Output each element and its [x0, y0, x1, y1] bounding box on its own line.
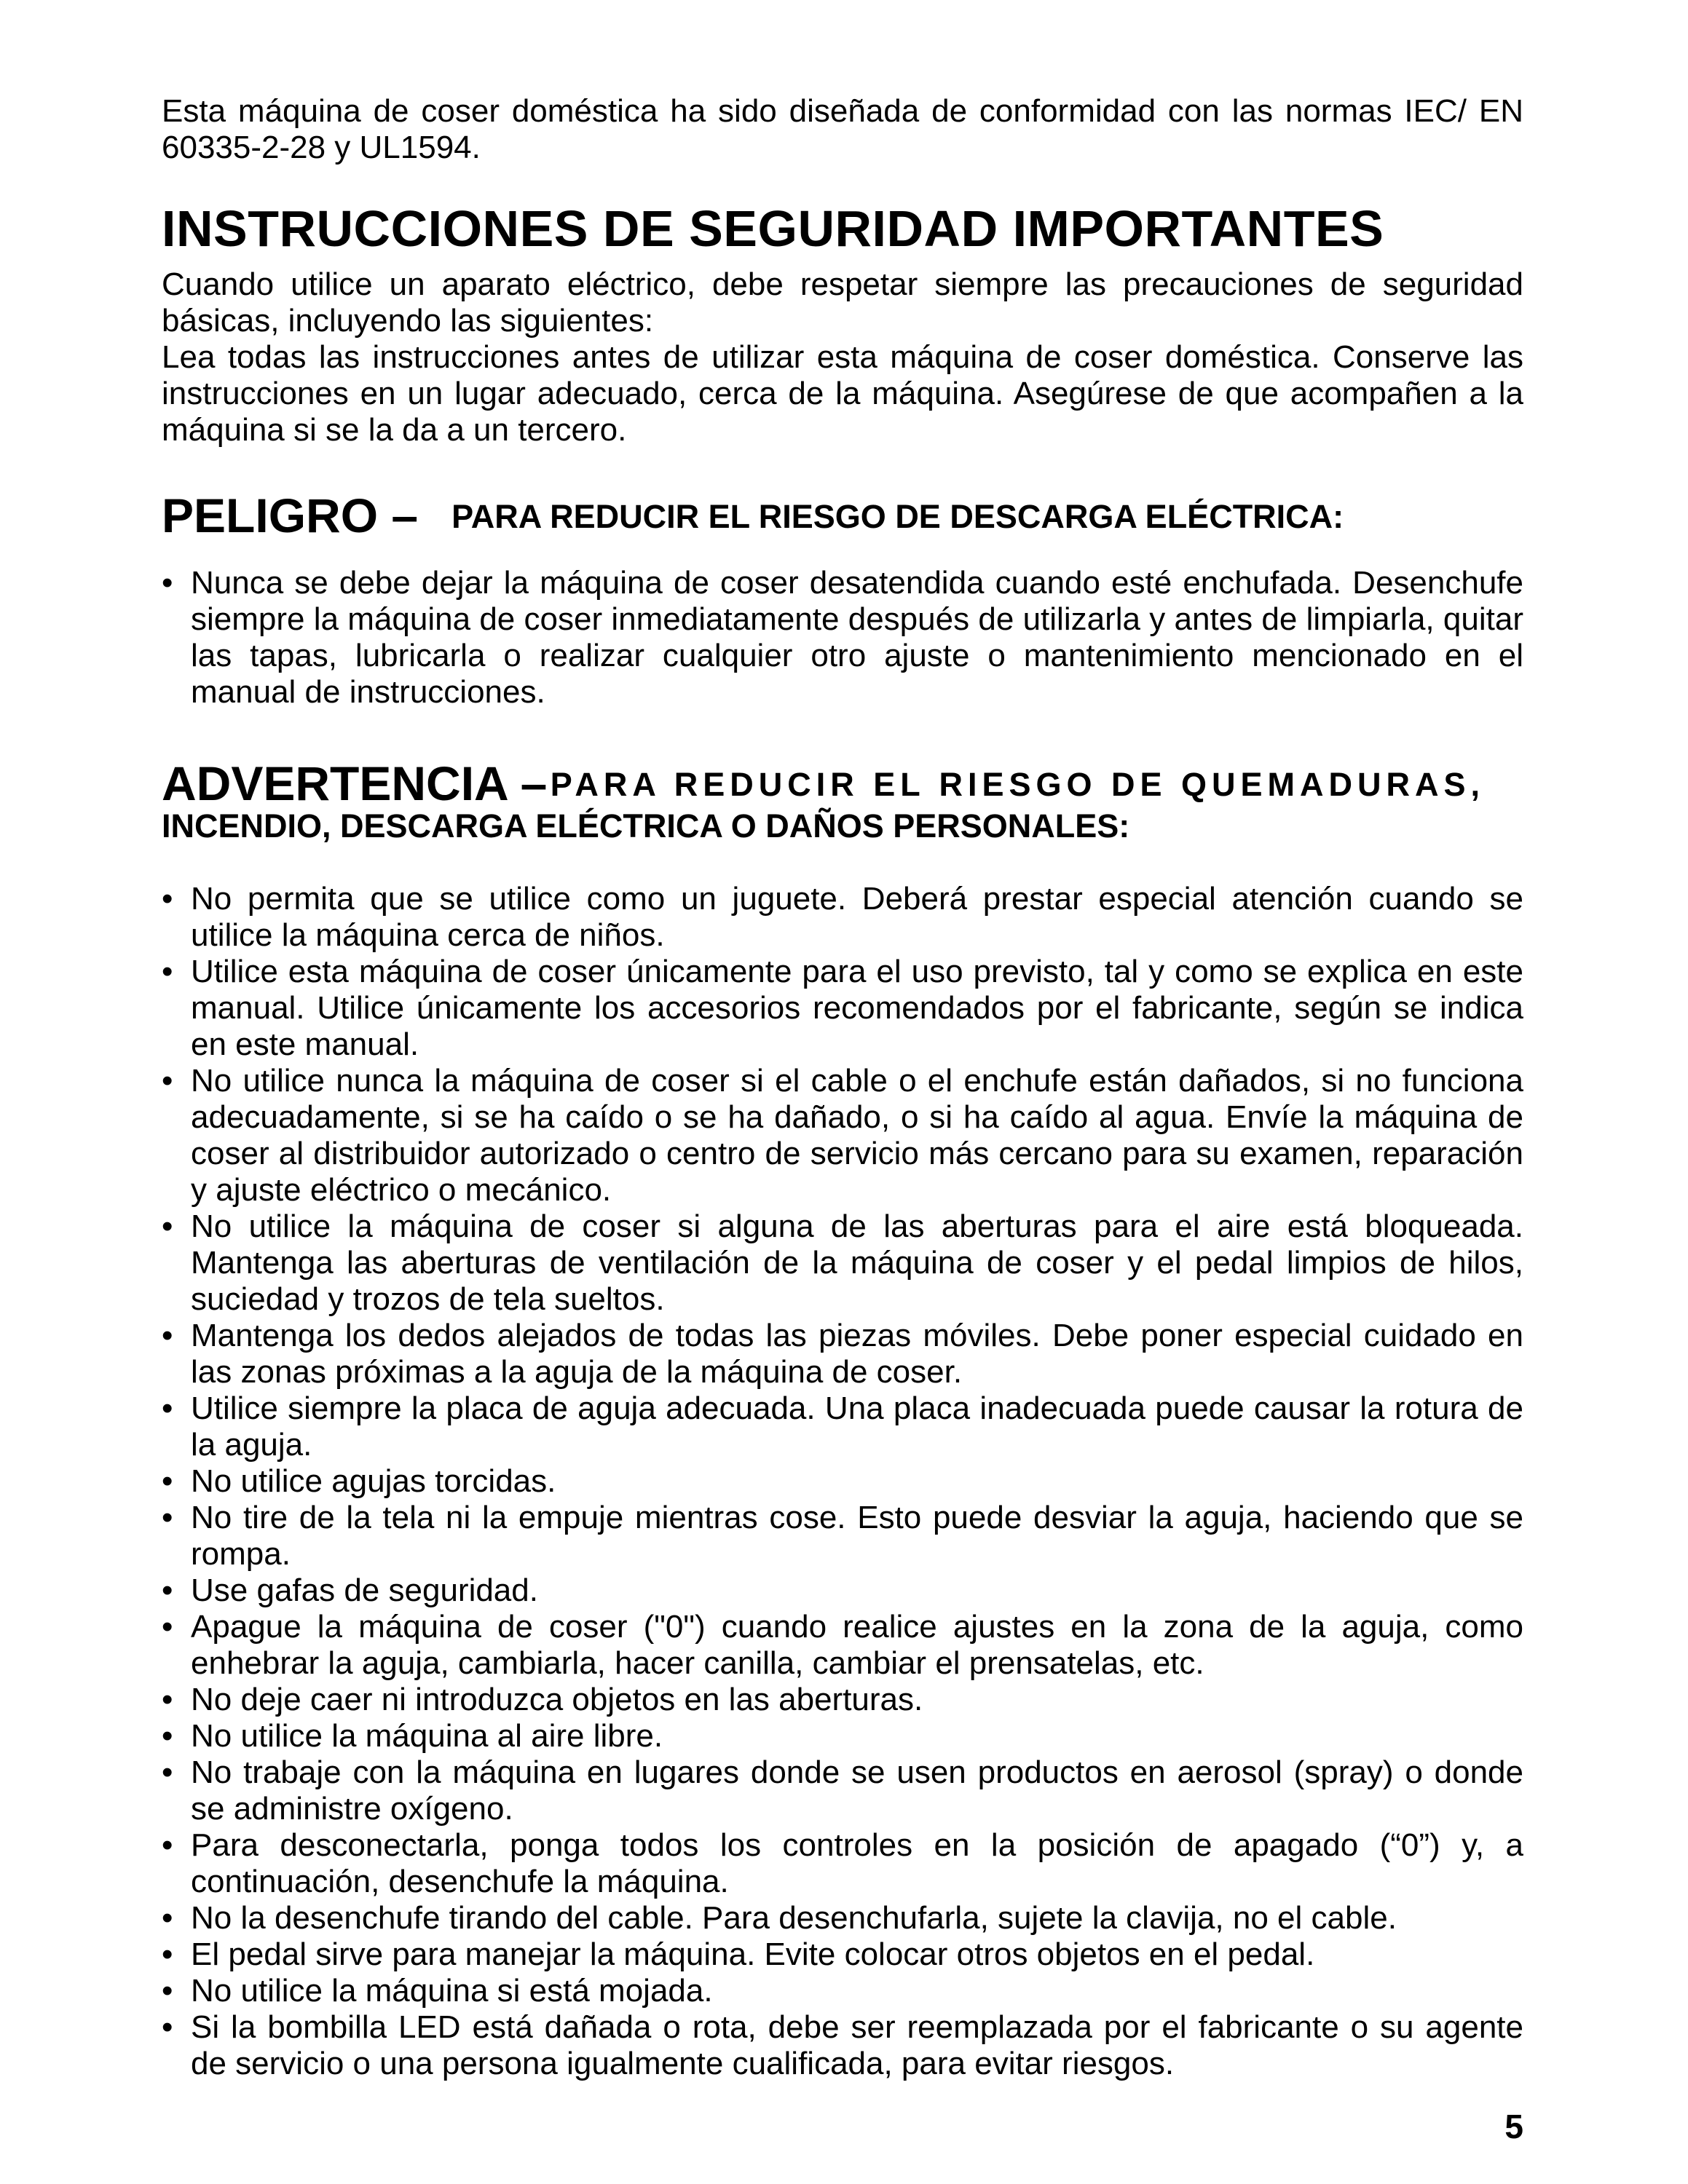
list-item-text: No deje caer ni introduzca objetos en las aberturas. [191, 1682, 923, 1717]
list-item [162, 1936, 1523, 1973]
advertencia-list [162, 881, 1523, 2082]
bullet-icon: • [162, 1754, 173, 1790]
page-number: 5 [1504, 2108, 1523, 2145]
list-item-text: No utilice agujas torcidas. [191, 1463, 556, 1499]
list-item [162, 1063, 1523, 1208]
list-item-text: Utilice siempre la placa de aguja adecuada. Una placa inadecuada puede causar la rotura de la aguja. [191, 1390, 1523, 1463]
peligro-label: PELIGRO – [162, 488, 419, 542]
list-item-text: No trabaje con la máquina en lugares donde se usen productos en aerosol (spray) o donde se administre oxígeno. [191, 1754, 1523, 1827]
page-title: INSTRUCCIONES DE SEGURIDAD IMPORTANTES [162, 200, 1384, 257]
list-item-text: No permita que se utilice como un juguete. Deberá prestar especial atención cuando se utilice la máquina cerca de niños. [191, 881, 1523, 953]
advertencia-heading [162, 754, 1523, 844]
list-item-text: No utilice la máquina al aire libre. [191, 1718, 663, 1754]
peligro-subtitle: PARA REDUCIR EL RIESGO DE DESCARGA ELÉCTRICA: [451, 498, 1344, 535]
list-item-text: Utilice esta máquina de coser únicamente para el uso previsto, tal y como se explica en este manual. Utilice únicamente los accesorios recomendados por el fabricante, según se indica en este manual. [191, 954, 1523, 1062]
list-item [162, 881, 1523, 954]
bullet-icon: • [162, 1827, 173, 1863]
bullet-icon: • [162, 1572, 173, 1608]
advertencia-subtitle-line2: INCENDIO, DESCARGA ELÉCTRICA O DAÑOS PERSONALES: [162, 807, 1130, 844]
peligro-list [162, 565, 1523, 711]
bullet-icon: • [162, 1609, 173, 1645]
bullet-icon: • [162, 1936, 173, 1972]
list-item-text: No utilice la máquina de coser si alguna de las aberturas para el aire está bloqueada. Mantenga las aberturas de ventilación de la máquina de coser y el pedal limpios de hilos, suciedad y trozos de tela sueltos. [191, 1208, 1523, 1317]
bullet-icon: • [162, 565, 173, 601]
list-item-text: No utilice la máquina si está mojada. [191, 1973, 713, 2009]
list-item [162, 1827, 1523, 1900]
document-page [162, 93, 1523, 2082]
bullet-icon: • [162, 1463, 173, 1499]
list-item-text: Si la bombilla LED está dañada o rota, debe ser reemplazada por el fabricante o su agente de servicio o una persona igualmente cualificada, para evitar riesgos. [191, 2009, 1523, 2081]
list-item [162, 954, 1523, 1063]
list-item [162, 1718, 1523, 1754]
bullet-icon: • [162, 1063, 173, 1099]
list-item [162, 1754, 1523, 1827]
list-item [162, 1318, 1523, 1390]
list-item-text: Para desconectarla, ponga todos los controles en la posición de apagado (“0”) y, a continuación, desenchufe la máquina. [191, 1827, 1523, 1899]
intro-text: Esta máquina de coser doméstica ha sido diseñada de conformidad con las normas IEC/ EN 60335-2-28 y UL1594. [162, 93, 1523, 165]
list-item [162, 1609, 1523, 1682]
list-item-text: Nunca se debe dejar la máquina de coser desatendida cuando esté enchufada. Desenchufe siempre la máquina de coser inmediatamente después de utilizarla y antes de limpiarla, quitar las tapas, lubricarla o realizar cualquier otro ajuste o mantenimiento mencionado en el manual de instrucciones. [191, 565, 1523, 710]
advertencia-subtitle-line1: PARA REDUCIR EL RIESGO DE QUEMADURAS, [550, 766, 1486, 803]
list-item-text: Mantenga los dedos alejados de todas las piezas móviles. Debe poner especial cuidado en las zonas próximas a la aguja de la máquina de coser. [191, 1318, 1523, 1390]
bullet-icon: • [162, 954, 173, 989]
list-item-text: Apague la máquina de coser ("0") cuando realice ajustes en la zona de la aguja, como enhebrar la aguja, cambiarla, hacer canilla, cambiar el prensatelas, etc. [191, 1609, 1523, 1681]
bullet-icon: • [162, 881, 173, 917]
list-item [162, 1390, 1523, 1463]
list-item [162, 1500, 1523, 1572]
list-item [162, 565, 1523, 711]
bullet-icon: • [162, 1718, 173, 1754]
list-item-text: No tire de la tela ni la empuje mientras cose. Esto puede desviar la aguja, haciendo que se rompa. [191, 1500, 1523, 1572]
list-item [162, 1900, 1523, 1936]
list-item [162, 1973, 1523, 2009]
paragraph-precautions: Cuando utilice un aparato eléctrico, debe respetar siempre las precauciones de seguridad básicas, incluyendo las siguientes: [162, 266, 1523, 339]
list-item-text: El pedal sirve para manejar la máquina. Evite colocar otros objetos en el pedal. [191, 1936, 1315, 1972]
list-item [162, 1463, 1523, 1500]
paragraph-read-instructions: Lea todas las instrucciones antes de utilizar esta máquina de coser doméstica. Conserve las instrucciones en un lugar adecuado, cerca de la máquina. Asegúrese de que acompañen a la máquina si se la da a un tercero. [162, 339, 1523, 448]
bullet-icon: • [162, 2009, 173, 2045]
bullet-icon: • [162, 1900, 173, 1936]
list-item-text: Use gafas de seguridad. [191, 1572, 538, 1608]
bullet-icon: • [162, 1500, 173, 1535]
list-item [162, 1208, 1523, 1318]
bullet-icon: • [162, 1973, 173, 2009]
bullet-icon: • [162, 1208, 173, 1244]
bullet-icon: • [162, 1390, 173, 1426]
list-item [162, 1572, 1523, 1609]
list-item-text: No la desenchufe tirando del cable. Para desenchufarla, sujete la clavija, no el cable. [191, 1900, 1397, 1936]
list-item-text: No utilice nunca la máquina de coser si el cable o el enchufe están dañados, si no funciona adecuadamente, si se ha caído o se ha dañado, o si ha caído al agua. Envíe la máquina de coser al distribuidor autorizado o centro de servicio más cercano para su examen, reparación y ajuste eléctrico o mecánico. [191, 1063, 1523, 1208]
advertencia-label: ADVERTENCIA – [162, 756, 548, 810]
bullet-icon: • [162, 1318, 173, 1353]
peligro-heading [162, 486, 1523, 545]
bullet-icon: • [162, 1682, 173, 1717]
list-item [162, 2009, 1523, 2082]
list-item [162, 1682, 1523, 1718]
